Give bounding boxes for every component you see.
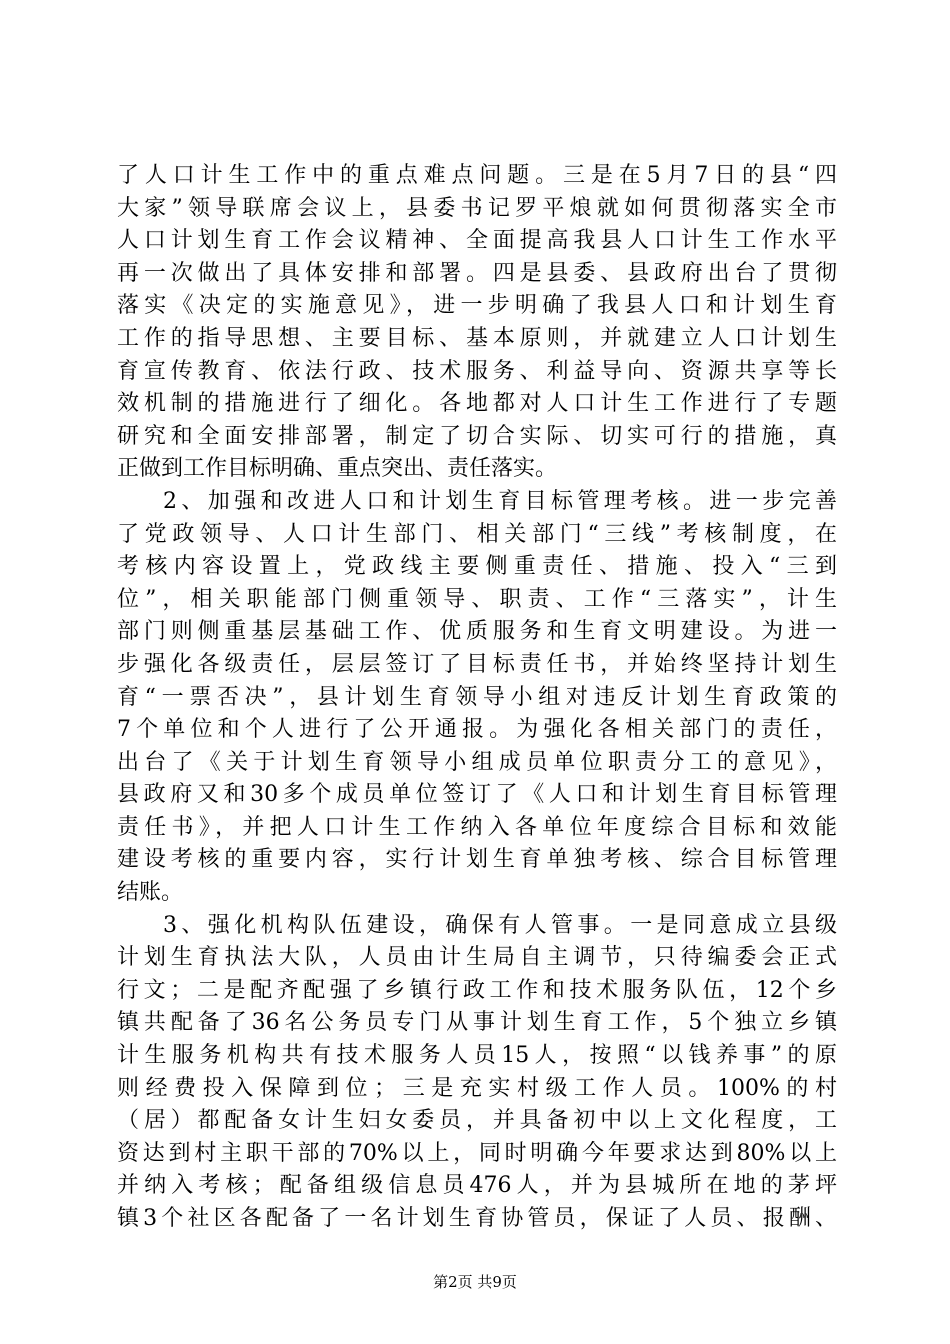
text-line: 工作的指导思想、主要目标、基本原则，并就建立人口计划生 xyxy=(117,325,837,351)
text-line: 3、强化机构队伍建设，确保有人管事。一是同意成立县级 xyxy=(163,912,837,938)
text-line: 位”，相关职能部门侧重领导、职责、工作“三落实”，计生 xyxy=(117,586,837,612)
text-line: （居）都配备女计生妇女委员，并具备初中以上文化程度，工 xyxy=(117,1108,837,1134)
text-line: 再一次做出了具体安排和部署。四是县委、县政府出台了贯彻 xyxy=(117,260,837,286)
text-line: 镇3个社区各配备了一名计划生育协管员，保证了人员、报酬、 xyxy=(117,1206,837,1231)
text-line: 落实《决定的实施意见》，进一步明确了我县人口和计划生育 xyxy=(117,293,837,319)
text-line: 行文；二是配齐配强了乡镇行政工作和技术服务队伍，12个乡 xyxy=(117,977,837,1003)
text-line: 7个单位和个人进行了公开通报。为强化各相关部门的责任， xyxy=(117,717,837,743)
text-line: 责任书》，并把人口计生工作纳入各单位年度综合目标和效能 xyxy=(117,814,837,840)
text-line: 并纳入考核；配备组级信息员476人，并为县城所在地的茅坪 xyxy=(117,1173,837,1199)
text-line: 计生服务机构共有技术服务人员15人，按照“以钱养事”的原 xyxy=(117,1043,837,1069)
text-line: 大家”领导联席会议上，县委书记罗平烺就如何贯彻落实全市 xyxy=(117,195,837,221)
text-line: 结账。 xyxy=(117,880,184,906)
text-line: 计划生育执法大队，人员由计生局自主调节，只待编委会正式 xyxy=(117,945,837,971)
text-line: 考核内容设置上，党政线主要侧重责任、措施、投入“三到 xyxy=(117,554,837,580)
text-line: 效机制的措施进行了细化。各地都对人口计生工作进行了专题 xyxy=(117,391,837,417)
text-line: 研究和全面安排部署，制定了切合实际、切实可行的措施，真 xyxy=(117,423,837,449)
text-line: 建设考核的重要内容，实行计划生育单独考核、综合目标管理 xyxy=(117,847,837,873)
text-line: 育宣传教育、依法行政、技术服务、利益导向、资源共享等长 xyxy=(117,358,837,384)
text-line: 资达到村主职干部的70%以上，同时明确今年要求达到80%以上 xyxy=(117,1140,837,1166)
text-line: 步强化各级责任，层层签订了目标责任书，并始终坚持计划生 xyxy=(117,651,837,677)
text-line: 了人口计生工作中的重点难点问题。三是在5月7日的县“四 xyxy=(117,163,837,188)
text-line: 部门则侧重基层基础工作、优质服务和生育文明建设。为进一 xyxy=(117,619,837,645)
text-line: 正做到工作目标明确、重点突出、责任落实。 xyxy=(117,456,558,482)
text-line: 人口计划生育工作会议精神、全面提高我县人口计生工作水平 xyxy=(117,228,837,254)
text-line: 则经费投入保障到位；三是充实村级工作人员。100%的村 xyxy=(117,1075,837,1101)
text-line: 县政府又和30多个成员单位签订了《人口和计划生育目标管理 xyxy=(117,782,837,808)
text-line: 2、加强和改进人口和计划生育目标管理考核。进一步完善 xyxy=(163,488,837,514)
page-footer: 第2页 共9页 xyxy=(433,1273,517,1291)
text-line: 出台了《关于计划生育领导小组成员单位职责分工的意见》， xyxy=(117,749,837,775)
body-text xyxy=(117,160,837,1236)
text-line: 育“一票否决”，县计划生育领导小组对违反计划生育政策的 xyxy=(117,684,837,710)
text-line: 了党政领导、人口计生部门、相关部门“三线”考核制度，在 xyxy=(117,521,837,547)
text-line: 镇共配备了36名公务员专门从事计划生育工作，5个独立乡镇 xyxy=(117,1010,837,1036)
